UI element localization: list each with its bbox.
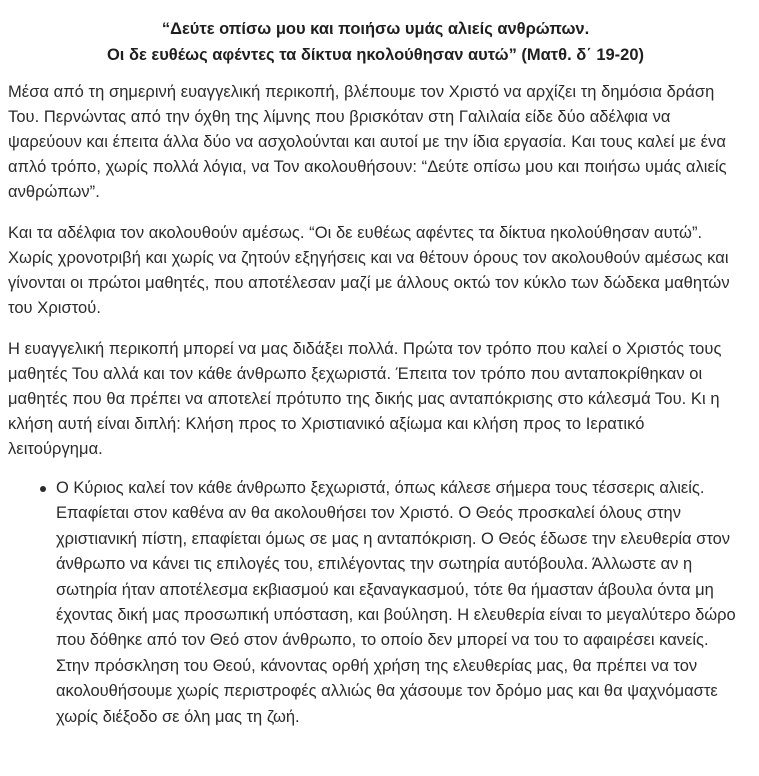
bullet-item-1: Ο Κύριος καλεί τον κάθε άνθρωπο ξεχωριστά, όπως κάλεσε σήμερα τους τέσσερις αλιείς. Επαφίεται στον καθένα αν θα ακολουθήσει τον Χριστό. Ο Θεός προσκαλεί όλους στην χριστιανική πίστη, επαφίεται όμως σε μας η ανταπόκριση. Ο Θεός έδωσε την ελευθερία στον άνθρωπο να κάνει τις επιλογές του, επιλέγοντας την σωτηρία αυτόβουλα. Άλλωστε αν η σωτηρία ήταν αποτέλεσμα εκβιασμού και εξαναγκασμού, τότε θα ήμασταν άβουλα όντα μη έχοντας δική μας προσωπική υπόσταση, και βούληση. Η ελευθερία είναι το μεγαλύτερο δώρο που δόθηκε από τον Θεό στον άνθρωπο, το οποίο δεν μπορεί να του το αφαιρέσει κανείς. Στην πρόσκληση του Θεού, κάνοντας ορθή χρήση της ελευθερίας μας, θα πρέπει να τον ακολουθήσουμε χωρίς περιστροφές αλλιώς θα χάσουμε τον δρόμο μας και θα ψαχνόμαστε χωρίς διέξοδο σε όλη μας τη ζωή. (40, 476, 743, 730)
paragraph-2: Και τα αδέλφια τον ακολουθούν αμέσως. “Οι δε ευθέως αφέντες τα δίκτυα ηκολούθησαν αυτώ”. Χωρίς χρονοτριβή και χωρίς να ζητούν εξηγήσεις και να θέτουν όρους τον ακολουθούν αμέσως και γίνονται οι πρώτοι μαθητές, που αποτέλεσαν μαζί με άλλους οκτώ τον κύκλο των δώδεκα μαθητών του Χριστού. (8, 224, 730, 317)
paragraph-3: Η ευαγγελική περικοπή μπορεί να μας διδάξει πολλά. Πρώτα τον τρόπο που καλεί ο Χριστός τους μαθητές Του αλλά και τον κάθε άνθρωπο ξεχωριστά. Έπειτα τον τρόπο που ανταποκρίθηκαν οι μαθητές που θα πρέπει να αποτελεί πρότυπο της δικής μας ανταπόκρισης στο κάλεσμά Του. Κι η κλήση αυτή είναι διπλή: Κλήση προς το Χριστιανικό αξίωμα και κλήση προς το Ιερατικό λειτούργημα. (8, 340, 722, 458)
heading-line-2: Οι δε ευθέως αφέντες τα δίκτυα ηκολούθησαν αυτώ” (Ματθ. δ΄ 19-20) (106, 46, 645, 64)
bullet-list (8, 476, 743, 730)
scripture-heading (8, 16, 743, 68)
heading-line-1: “Δεύτε οπίσω μου και ποιήσω υμάς αλιείς ανθρώπων. (161, 20, 590, 38)
paragraph-1: Μέσα από τη σημερινή ευαγγελική περικοπή, βλέπουμε τον Χριστό να αρχίζει τη δημόσια δράση Του. Περνώντας από την όχθη της λίμνης που βρισκόταν στη Γαλιλαία είδε δύο αδέλφια να ψαρεύουν και έπειτα άλλα δύο να ασχολούνται και αυτοί με την ίδια εργασία. Και τους καλεί με ένα απλό τρόπο, χωρίς πολλά λόγια, να Τον ακολουθήσουν: “Δεύτε οπίσω μου και ποιήσω υμάς αλιείς ανθρώπων”. (8, 83, 727, 201)
article-page (0, 16, 759, 776)
